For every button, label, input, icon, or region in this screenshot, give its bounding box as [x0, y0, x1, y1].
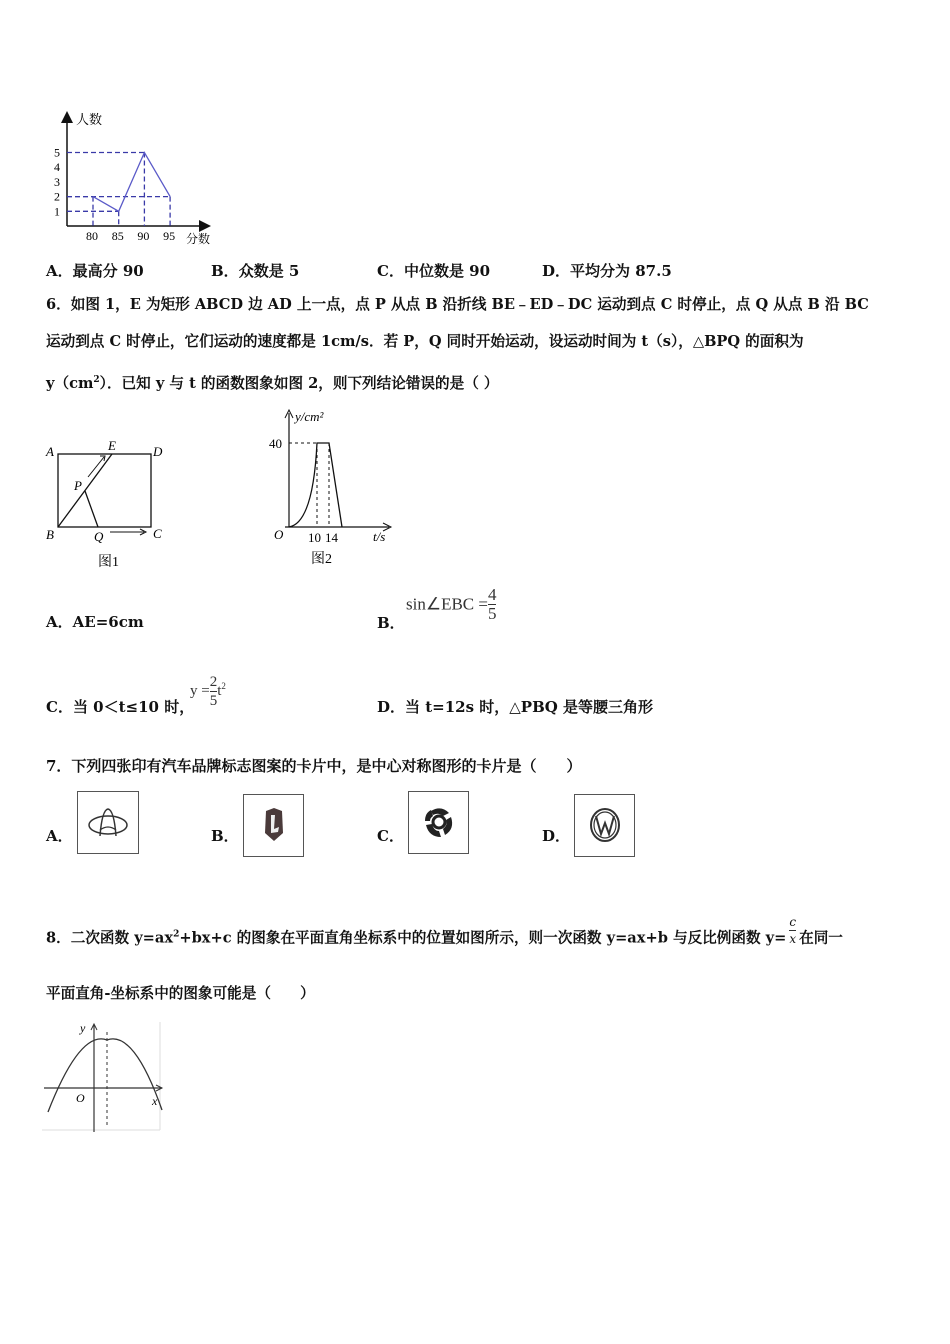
- label-e: E: [108, 438, 116, 453]
- q6-figure-1-rectangle: [40, 400, 180, 575]
- label-c: C: [153, 526, 162, 541]
- data-series-line: [93, 153, 170, 212]
- text: y（cm: [46, 374, 94, 392]
- q7-card-b[interactable]: [243, 794, 304, 857]
- figure-caption: 图1: [98, 555, 119, 570]
- origin-label: O: [76, 1091, 85, 1105]
- option-letter: A．: [46, 262, 73, 280]
- label-a: A: [46, 444, 54, 459]
- q6-option-a[interactable]: [46, 612, 144, 632]
- superscript: 2: [221, 680, 226, 691]
- option-text: 最高分 90: [72, 262, 144, 280]
- q7-card-c[interactable]: [408, 791, 469, 854]
- numerator: 2: [209, 674, 218, 690]
- fraction: [789, 914, 796, 947]
- numerator: 4: [487, 585, 497, 604]
- y-tick: 40: [269, 436, 282, 451]
- option-text: 当 t=12s 时，△PBQ 是等腰三角形: [405, 698, 654, 716]
- q8-stem-line1: [46, 915, 843, 955]
- y-axis-label: 人数: [76, 112, 103, 127]
- x-tick: 10: [308, 530, 321, 545]
- label-d: D: [153, 444, 163, 459]
- option-text: 众数是 5: [238, 262, 300, 280]
- x-tick-label: 95: [163, 229, 176, 243]
- q8-stem-line2: 平面直角-坐标系中的图象可能是（ ）: [46, 985, 315, 1002]
- x-tick-label: 80: [86, 229, 98, 243]
- text: ）．已知 y 与 t 的函数图象如图 2，则下列结论错误的是（ ）: [99, 374, 499, 392]
- option-letter: D．: [542, 262, 571, 280]
- q7-option-a-letter[interactable]: A．: [46, 827, 73, 845]
- q6-option-b-letter[interactable]: B．: [377, 614, 405, 632]
- denominator: 5: [209, 693, 218, 709]
- q7-option-d-letter[interactable]: D．: [542, 827, 571, 845]
- formula-text: sin∠EBC =: [406, 594, 488, 614]
- text: +bx+c 的图象在平面直角坐标系中的位置如图所示，则一次函数 y=ax+b 与反比例函数 y=: [179, 929, 787, 947]
- q6-option-d[interactable]: [377, 697, 653, 717]
- text: 8．二次函数 y=ax: [46, 929, 174, 947]
- q7-card-a[interactable]: [77, 791, 139, 854]
- option-letter: C．: [46, 698, 73, 716]
- car-logo-icon-b: [261, 807, 287, 843]
- car-logo-icon-a: [86, 806, 130, 840]
- q5-option-a[interactable]: [46, 261, 144, 281]
- superscript: 2: [93, 375, 100, 385]
- y-tick-label: 2: [54, 189, 60, 204]
- option-letter: C．: [377, 262, 404, 280]
- x-axis-label: t/s: [373, 529, 386, 544]
- option-text: 当 0＜t≤10 时，: [72, 698, 195, 716]
- q7-stem: 7．下列四张印有汽车品牌标志图案的卡片中，是中心对称图形的卡片是（ ）: [46, 757, 582, 775]
- q7-option-c-letter[interactable]: C．: [377, 827, 404, 845]
- q5-option-b[interactable]: [211, 261, 299, 281]
- variable: t: [217, 683, 222, 699]
- x-tick: 14: [325, 530, 338, 545]
- y-tick-label: 5: [54, 145, 60, 160]
- q6-stem-line2: 运动到点 C 时停止，它们运动的速度都是 1cm/s．若 P，Q 同时开始运动，设运动时间为 t（s），△BPQ 的面积为: [46, 333, 804, 350]
- x-tick-label: 90: [137, 229, 150, 243]
- q6-option-c-formula: [190, 673, 226, 710]
- q6-option-c[interactable]: [46, 697, 194, 717]
- x-axis-label: x: [152, 1094, 158, 1108]
- figure-caption: 图2: [311, 552, 332, 567]
- y-axis-label: y: [80, 1021, 86, 1035]
- y-tick-label: 1: [54, 204, 60, 219]
- superscript: 2: [173, 929, 180, 940]
- option-text: 平均分为 87.5: [570, 262, 672, 280]
- q6-option-b-formula: [406, 586, 496, 623]
- q7-card-d[interactable]: [574, 794, 635, 857]
- q6-figure-2-graph: [265, 405, 400, 570]
- x-tick-label: 85: [111, 229, 124, 243]
- q6-stem-line1: 6．如图 1，E 为矩形 ABCD 边 AD 上一点，点 P 从点 B 沿折线 BE﹣ED﹣DC 运动到点 C 时停止，点 Q 从点 B 沿 BC: [46, 296, 869, 313]
- car-logo-icon-c: [423, 805, 455, 839]
- label-q: Q: [94, 529, 104, 544]
- option-letter: D．: [377, 698, 406, 716]
- option-letter: B．: [211, 262, 239, 280]
- y-axis-label: y/cm²: [295, 409, 324, 424]
- option-letter: A．: [46, 613, 73, 631]
- label-b: B: [46, 527, 54, 542]
- option-text: 中位数是 90: [403, 262, 491, 280]
- formula-text: y =: [190, 683, 210, 699]
- q8-parabola-figure: [42, 1020, 164, 1135]
- q7-option-b-letter[interactable]: B．: [211, 827, 239, 845]
- option-text: AE=6cm: [72, 613, 144, 631]
- denominator: x: [789, 932, 797, 946]
- denominator: 5: [487, 604, 497, 623]
- label-p: P: [74, 478, 82, 493]
- fraction: [488, 586, 497, 623]
- numerator: c: [789, 915, 797, 929]
- y-tick-label: 4: [54, 160, 60, 175]
- text: 在同一: [799, 929, 843, 947]
- car-logo-icon-d: [588, 807, 622, 843]
- q6-stem-line3: [46, 370, 498, 394]
- origin-label: O: [274, 527, 284, 542]
- y-tick-label: 3: [54, 174, 60, 189]
- q5-line-chart: [40, 100, 240, 250]
- q5-option-c[interactable]: [377, 261, 490, 281]
- q5-option-d[interactable]: [542, 261, 672, 281]
- x-axis-label: 分数: [186, 232, 211, 246]
